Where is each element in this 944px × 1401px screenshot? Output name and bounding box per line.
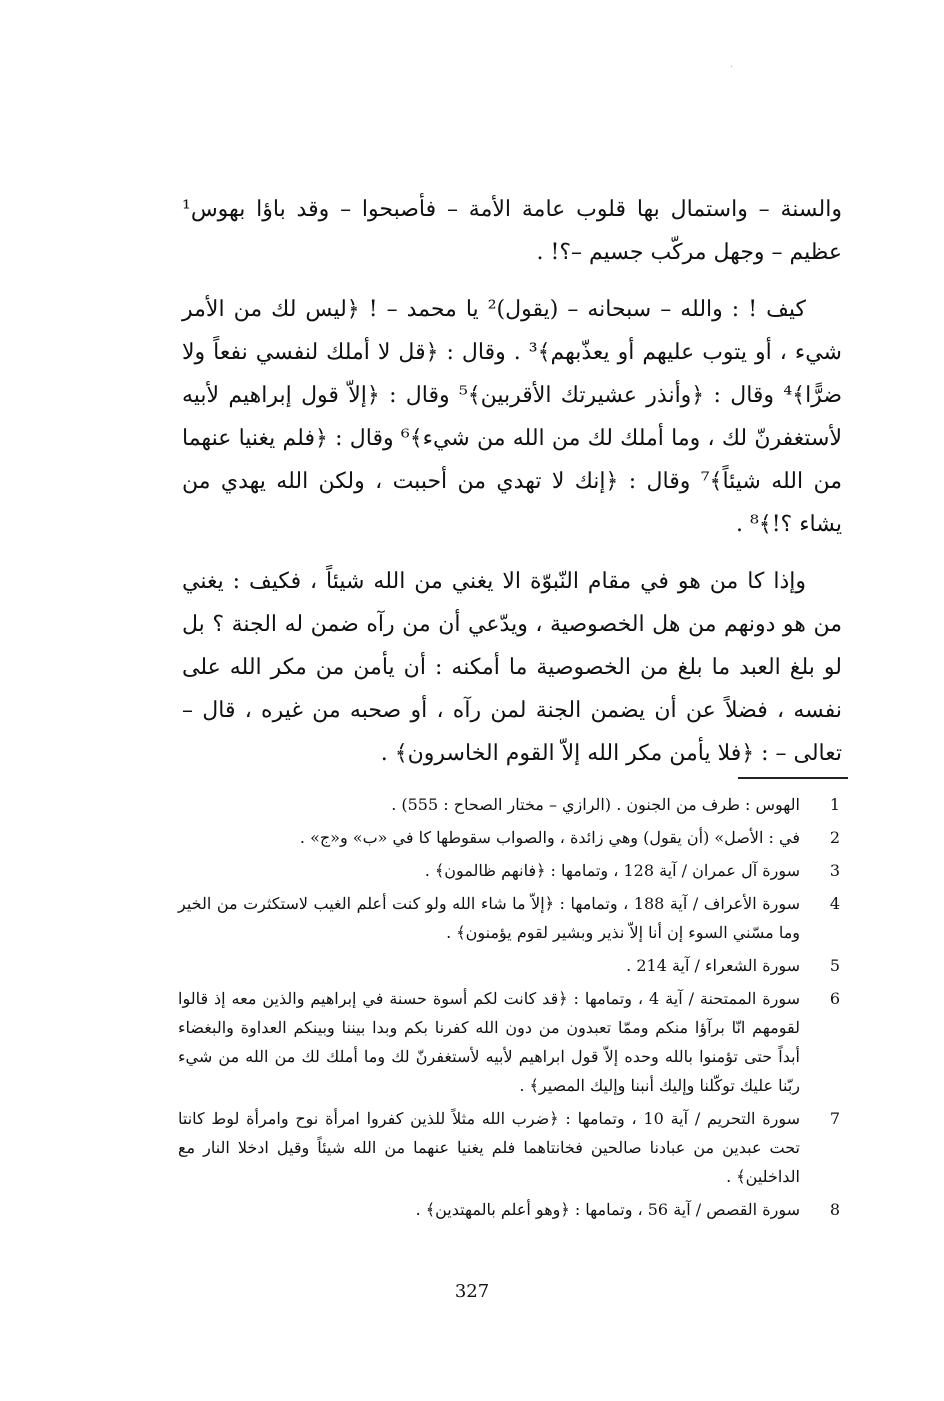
footnote: [178, 984, 840, 1100]
footnote-text: سورة التحريم / آية 10 ، وتمامها : ﴿ضرب الله مثلاً للذين كفروا امرأة نوح وامرأة لوط كانتا تحت عبدين من عبادنا صالحين فخانتاهما فلم يغنيا عنهما من الله شيئاً وقيل ادخلا النار مع الداخلين﴾ .: [178, 1109, 800, 1186]
page-number: 327: [454, 1281, 490, 1302]
footnote-text: سورة القصص / آية 56 ، وتمامها : ﴿وهو أعلم بالمهتدين﴾ .: [415, 1200, 800, 1219]
footnote-separator: [738, 777, 848, 779]
scan-mark: ·: [730, 62, 734, 73]
footnote-number: 3: [829, 861, 840, 880]
footnote: [178, 790, 840, 819]
footnote-number: 7: [829, 1109, 840, 1128]
footnote: [178, 823, 840, 852]
paragraph-1: والسنة – واستمال بها قلوب عامة الأمة – فأصبحوا – وقد باؤا بهوس¹ عظيم – وجهل مركّب جسيم –؟! .: [182, 197, 842, 265]
footnote-text: الهوس : طرف من الجنون . (الرازي – مختار الصحاح : 555) .: [391, 795, 800, 814]
footnote-text: سورة الأعراف / آية 188 ، وتمامها : ﴿إلاّ ما شاء الله ولو كنت أعلم الغيب لاستكثرت من الخير وما مسّني السوء إن أنا إلاّ نذير وبشير لقوم يؤمنون﴾ .: [178, 894, 801, 942]
footnote-number: 6: [829, 989, 840, 1008]
footnote-number: 1: [829, 795, 840, 814]
footnote-text: سورة الشعراء / آية 214 .: [626, 956, 800, 975]
footnote: [178, 1195, 840, 1224]
footnote-text: في : الأصل» (أن يقول) وهي زائدة ، والصواب سقوطها كا في «ب» و«ج» .: [299, 828, 800, 847]
footnote-number: 4: [829, 894, 840, 913]
footnote: [178, 951, 840, 980]
footnote-number: 8: [829, 1200, 840, 1219]
footnote-number: 2: [829, 828, 840, 847]
footnotes: [178, 790, 840, 1228]
paragraph-2: كيف ! : والله – سبحانه – (يقول)² يا محمد – ! ﴿ليس لك من الأمر شيء ، أو يتوب عليهم أو يعذّبهم﴾³ . وقال : ﴿قل لا أملك لنفسي نفعاً ولا ضرًّا﴾⁴ وقال : ﴿وأنذر عشيرتك الأقربين﴾⁵ وقال : ﴿إلاّ قول إبراهيم لأبيه لأستغفرنّ لك ، وما أملك لك من الله من شيء﴾⁶ وقال : ﴿فلم يغنيا عنهما من الله شيئاً﴾⁷ وقال : ﴿إنك لا تهدي من أحببت ، ولكن الله يهدي من يشاء ؟!﴾⁸ .: [182, 297, 842, 537]
footnote-number: 5: [829, 956, 840, 975]
footnote-text: سورة الممتحنة / آية 4 ، وتمامها : ﴿قد كانت لكم أسوة حسنة في إبراهيم والذين معه إذ قالوا لقومهم انّا برآؤا منكم وممّا تعبدون من دون الله كفرنا بكم وبدا بيننا وبينكم العداوة والبغضاء أبداً حتى تؤمنوا بالله وحده إلاّ قول ابراهيم لأبيه لأستغفرنّ لك وما أملك لك من الله من شيء ربّنا عليك توكّلنا وإليك أنبنا وإليك المصير﴾ .: [178, 989, 801, 1095]
footnote-text: سورة آل عمران / آية 128 ، وتمامها : ﴿فانهم ظالمون﴾ .: [424, 861, 800, 880]
main-text: [182, 188, 842, 789]
paragraph-3: وإذا كا من هو في مقام النّبوّة الا يغني من الله شيئاً ، فكيف : يغني من هو دونهم من هل الخصوصية ، ويدّعي أن من رآه ضمن له الجنة ؟ بل لو بلغ العبد ما بلغ من الخصوصية ما أمكنه : أن يأمن من مكر الله على نفسه ، فضلاً عن أن يضمن الجنة لمن رآه ، أو صحبه من غيره ، قال – تعالى – : ﴿فلا يأمن مكر الله إلاّ القوم الخاسرون﴾ .: [182, 569, 842, 766]
footnote: [178, 1104, 840, 1191]
footnote: [178, 856, 840, 885]
footnote: [178, 889, 840, 947]
